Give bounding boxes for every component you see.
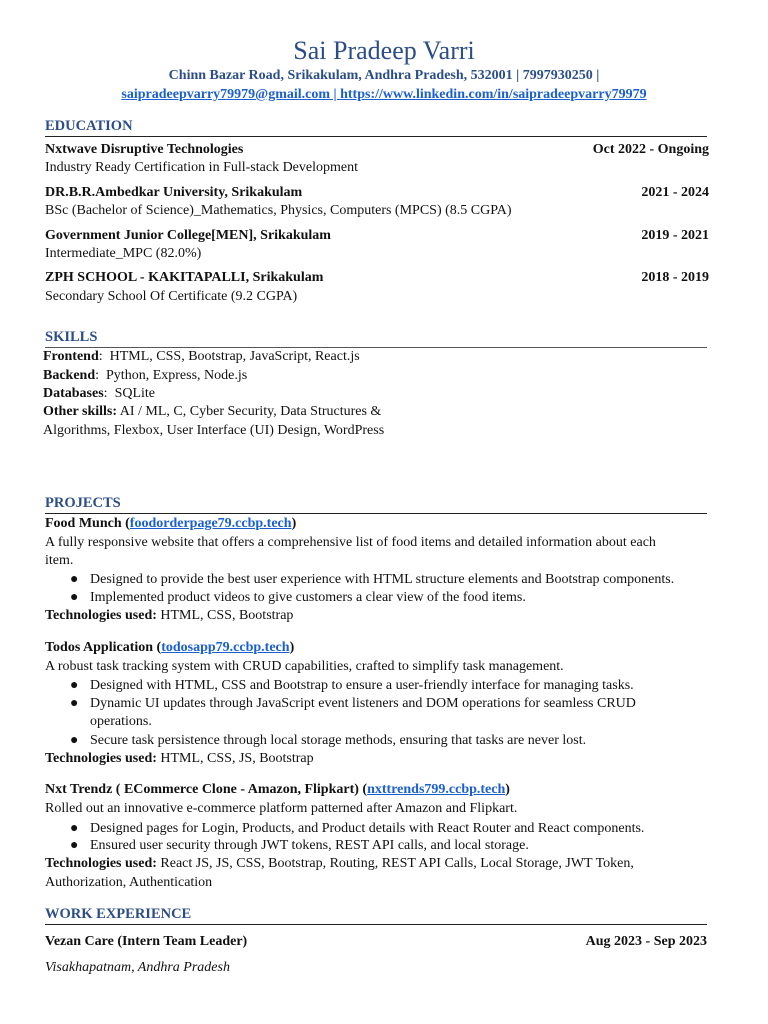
- skill-separator: :: [103, 386, 115, 401]
- project-technologies: [45, 607, 725, 625]
- bullet-text: operations.: [90, 714, 152, 729]
- skill-row-other: [43, 403, 723, 421]
- education-dates: 2021 - 2024: [641, 185, 709, 200]
- project-name: Nxt Trendz ( ECommerce Clone - Amazon, Flipkart) (: [45, 782, 368, 797]
- contact-address-line: Chinn Bazar Road, Srikakulam, Andhra Pradesh, 532001 | 7997930250 |: [168, 68, 600, 83]
- skill-value: Python, Express, Node.js: [106, 368, 248, 383]
- project-title: [45, 639, 725, 657]
- project-bullet: [70, 589, 720, 607]
- projects-heading: PROJECTS: [45, 494, 707, 514]
- bullet-text: Designed with HTML, CSS and Bootstrap to ensure a user-friendly interface for managing tasks.: [90, 678, 634, 693]
- education-detail: BSc (Bachelor of Science)_Mathematics, Physics, Computers (MPCS) (8.5 CGPA): [45, 203, 512, 218]
- skill-value: AI / ML, C, Cyber Security, Data Structures &: [119, 404, 382, 419]
- project-bullet: [70, 677, 720, 695]
- project-description: A fully responsive website that offers a comprehensive list of food items and detailed information about each: [45, 535, 656, 550]
- bullet-icon: ●: [70, 678, 79, 693]
- skill-label: Other skills:: [43, 404, 118, 419]
- skill-row-backend: [43, 367, 723, 385]
- project-bullet: [70, 571, 720, 589]
- technologies-label: Technologies used:: [45, 856, 157, 871]
- bullet-icon: ●: [70, 821, 79, 836]
- skill-value: HTML, CSS, Bootstrap, JavaScript, React.js: [109, 349, 360, 364]
- skill-label: Frontend: [43, 349, 99, 364]
- project-title: [45, 515, 725, 533]
- project-description-continued: item.: [45, 553, 74, 568]
- bullet-text: Secure task persistence through local storage methods, ensuring that tasks are never lost.: [90, 733, 587, 748]
- skill-separator: :: [95, 368, 107, 383]
- skills-heading: SKILLS: [45, 328, 707, 348]
- bullet-icon: ●: [70, 733, 79, 748]
- education-school: Nxtwave Disruptive Technologies: [45, 142, 244, 157]
- project-technologies-continued: Authorization, Authentication: [45, 875, 213, 890]
- skill-row-databases: [43, 385, 723, 403]
- education-detail: Secondary School Of Certificate (9.2 CGPA): [45, 289, 298, 304]
- bullet-text: Dynamic UI updates through JavaScript event listeners and DOM operations for seamless CRUD: [90, 696, 636, 711]
- education-entry: [45, 184, 709, 202]
- work-experience-heading: WORK EXPERIENCE: [45, 905, 707, 925]
- skill-row-other-continued: Algorithms, Flexbox, User Interface (UI) Design, WordPress: [43, 423, 385, 438]
- education-school: Government Junior College[MEN], Srikakulam: [45, 228, 331, 243]
- project-description: A robust task tracking system with CRUD capabilities, crafted to simplify task management.: [45, 659, 564, 674]
- bullet-icon: ●: [70, 696, 79, 711]
- education-dates: 2018 - 2019: [641, 270, 709, 285]
- bullet-icon: ●: [70, 572, 79, 587]
- email-link[interactable]: saipradeepvarry79979@gmail.com: [121, 87, 331, 102]
- skill-value: SQLite: [114, 386, 156, 401]
- education-entry: [45, 227, 709, 245]
- bullet-text: Implemented product videos to give customers a clear view of the food items.: [90, 590, 526, 605]
- linkedin-link[interactable]: https://www.linkedin.com/in/saipradeepvarry79979: [340, 87, 647, 102]
- contact-links-line: [0, 86, 768, 104]
- skill-label: Backend: [43, 368, 96, 383]
- education-school: DR.B.R.Ambedkar University, Srikakulam: [45, 185, 303, 200]
- project-title: [45, 781, 725, 799]
- project-bullet: [70, 837, 720, 855]
- work-dates: Aug 2023 - Sep 2023: [585, 934, 707, 949]
- skill-separator: :: [98, 349, 110, 364]
- technologies-value: React JS, JS, CSS, Bootstrap, Routing, REST API Calls, Local Storage, JWT Token,: [156, 856, 634, 871]
- skill-row-frontend: [43, 348, 723, 366]
- education-entry: [45, 269, 709, 287]
- project-technologies: [45, 855, 725, 873]
- project-bullet: [70, 695, 720, 713]
- project-link[interactable]: foodorderpage79.ccbp.tech: [129, 516, 292, 531]
- education-entry: [45, 141, 709, 159]
- project-technologies: [45, 750, 725, 768]
- work-location: Visakhapatnam, Andhra Pradesh: [45, 960, 230, 975]
- technologies-value: HTML, CSS, JS, Bootstrap: [156, 751, 314, 766]
- education-detail: Intermediate_MPC (82.0%): [45, 246, 202, 261]
- project-name-close: ): [289, 640, 295, 655]
- project-name-close: ): [505, 782, 510, 797]
- education-school: ZPH SCHOOL - KAKITAPALLI, Srikakulam: [45, 270, 324, 285]
- education-dates: 2019 - 2021: [641, 228, 709, 243]
- bullet-icon: ●: [70, 838, 79, 853]
- education-heading: EDUCATION: [45, 117, 707, 137]
- contact-separator: |: [330, 87, 341, 102]
- work-entry: [45, 933, 707, 951]
- project-name: Todos Application (: [45, 640, 162, 655]
- bullet-icon: ●: [70, 590, 79, 605]
- education-dates: Oct 2022 - Ongoing: [592, 142, 709, 157]
- project-bullet: [70, 820, 720, 838]
- technologies-value: HTML, CSS, Bootstrap: [156, 608, 294, 623]
- project-description: Rolled out an innovative e-commerce platform patterned after Amazon and Flipkart.: [45, 801, 518, 816]
- project-name-close: ): [291, 516, 297, 531]
- candidate-name: Sai Pradeep Varri: [293, 36, 475, 65]
- project-name: Food Munch (: [45, 516, 130, 531]
- project-bullet-continued: [70, 713, 720, 731]
- work-role: Vezan Care (Intern Team Leader): [45, 934, 248, 949]
- bullet-text: Designed pages for Login, Products, and Product details with React Router and React components.: [90, 821, 645, 836]
- education-detail: Industry Ready Certification in Full-stack Development: [45, 160, 358, 175]
- technologies-label: Technologies used:: [45, 608, 157, 623]
- project-link[interactable]: todosapp79.ccbp.tech: [161, 640, 290, 655]
- project-link[interactable]: nxttrends799.ccbp.tech: [367, 782, 506, 797]
- technologies-label: Technologies used:: [45, 751, 157, 766]
- bullet-text: Designed to provide the best user experience with HTML structure elements and Bootstrap components.: [90, 572, 675, 587]
- skill-label: Databases: [43, 386, 104, 401]
- project-bullet: [70, 732, 720, 750]
- bullet-text: Ensured user security through JWT tokens, REST API calls, and local storage.: [90, 838, 529, 853]
